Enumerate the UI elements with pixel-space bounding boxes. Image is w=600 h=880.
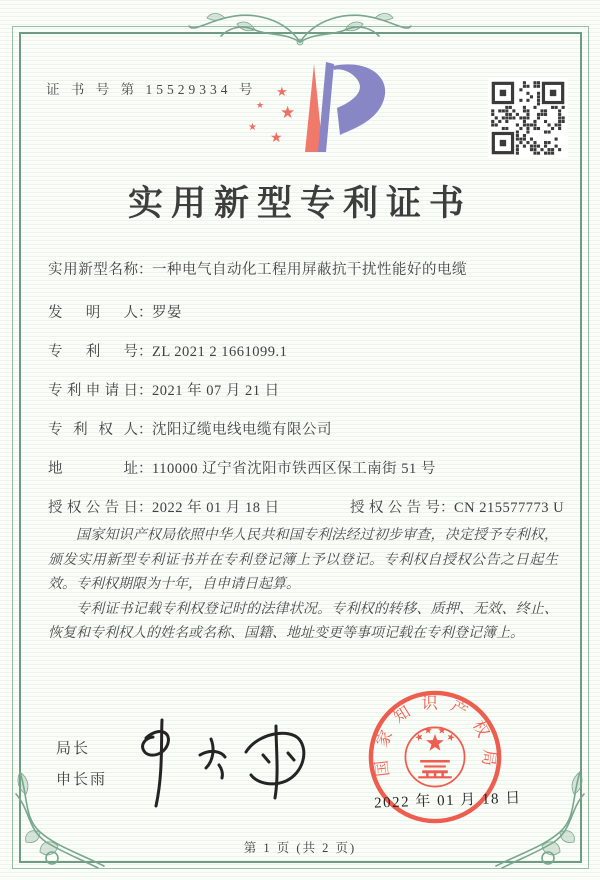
field-colon: ： [440, 500, 455, 516]
page-footer: 第 1 页 (共 2 页) [243, 841, 357, 855]
seal-date: 2022 年 01 月 18 日 [373, 790, 523, 812]
legal-text [48, 524, 558, 647]
field-label: 地址 [48, 461, 138, 477]
field-label: 授权公告号 [350, 500, 440, 516]
page-title: 实用新型专利证书 [127, 184, 472, 223]
field-row-patent-no [48, 340, 560, 364]
field-value: ZL 2021 2 1661099.1 [152, 344, 288, 360]
field-row-filing-date [48, 379, 560, 403]
field-value: 2022 年 01 月 18 日 [152, 500, 280, 516]
field-label: 专利号 [48, 344, 138, 360]
signer-title: 局长 [56, 741, 91, 757]
logo-star-icon: ★ [256, 100, 265, 110]
logo-star-icon: ★ [270, 131, 283, 146]
field-row-inventor [48, 301, 560, 325]
field-row-patentee [48, 418, 560, 442]
top-ornament-icon [185, 2, 415, 48]
field-list [48, 258, 565, 535]
field-row-grant [48, 496, 565, 520]
cnipa-logo-icon [228, 56, 412, 168]
field-label: 专利权人 [48, 422, 138, 438]
signer-name: 申长雨 [56, 772, 108, 788]
field-label: 发明人 [48, 305, 138, 321]
field-colon: ： [138, 262, 153, 278]
field-label: 实用新型名称 [48, 262, 138, 278]
field-label: 专利申请日 [48, 383, 138, 399]
field-colon: ： [138, 461, 153, 477]
field-row-name [48, 258, 560, 282]
logo-star-icon: ★ [276, 84, 288, 99]
field-colon: ： [138, 383, 153, 399]
legal-paragraph: 国家知识产权局依照中华人民共和国专利法经过初步审查，决定授予专利权，颁发实用新型专利证书并在专利登记簿上予以登记。专利权自授权公告之日起生效。专利权期限为十年，自申请日起算。 [48, 528, 558, 592]
field-label: 授权公告日 [48, 500, 138, 516]
corner-ornament-icon [490, 766, 594, 874]
field-colon: ： [138, 305, 153, 321]
logo-star-icon: ★ [248, 122, 257, 133]
signer-block [56, 734, 107, 796]
seal-emblem-icon [405, 726, 464, 786]
field-value: 110000 辽宁省沈阳市铁西区保工南街 51 号 [152, 461, 436, 477]
field-value: 沈阳辽缆电线电缆有限公司 [152, 422, 332, 438]
signature-handwriting-icon [118, 708, 318, 816]
field-row-address [48, 457, 560, 481]
field-colon: ： [138, 500, 153, 516]
field-colon: ： [138, 422, 153, 438]
field-value: CN 215577773 U [454, 500, 565, 516]
field-value: 一种电气自动化工程用屏蔽抗干扰性能好的电缆 [152, 262, 467, 278]
field-value: 2021 年 07 月 21 日 [152, 383, 280, 399]
legal-paragraph: 专利证书记载专利权登记时的法律状况。专利权的转移、质押、无效、终止、恢复和专利权人的姓名或名称、国籍、地址变更等事项记载在专利登记簿上。 [48, 601, 558, 641]
qr-code [488, 78, 568, 158]
field-colon: ： [138, 344, 153, 360]
seal-text: 国家知识产权局 [371, 694, 499, 778]
logo-star-icon: ★ [280, 103, 296, 122]
field-value: 罗晏 [152, 305, 182, 321]
certificate-number: 证 书 号 第 15529334 号 [46, 82, 257, 97]
